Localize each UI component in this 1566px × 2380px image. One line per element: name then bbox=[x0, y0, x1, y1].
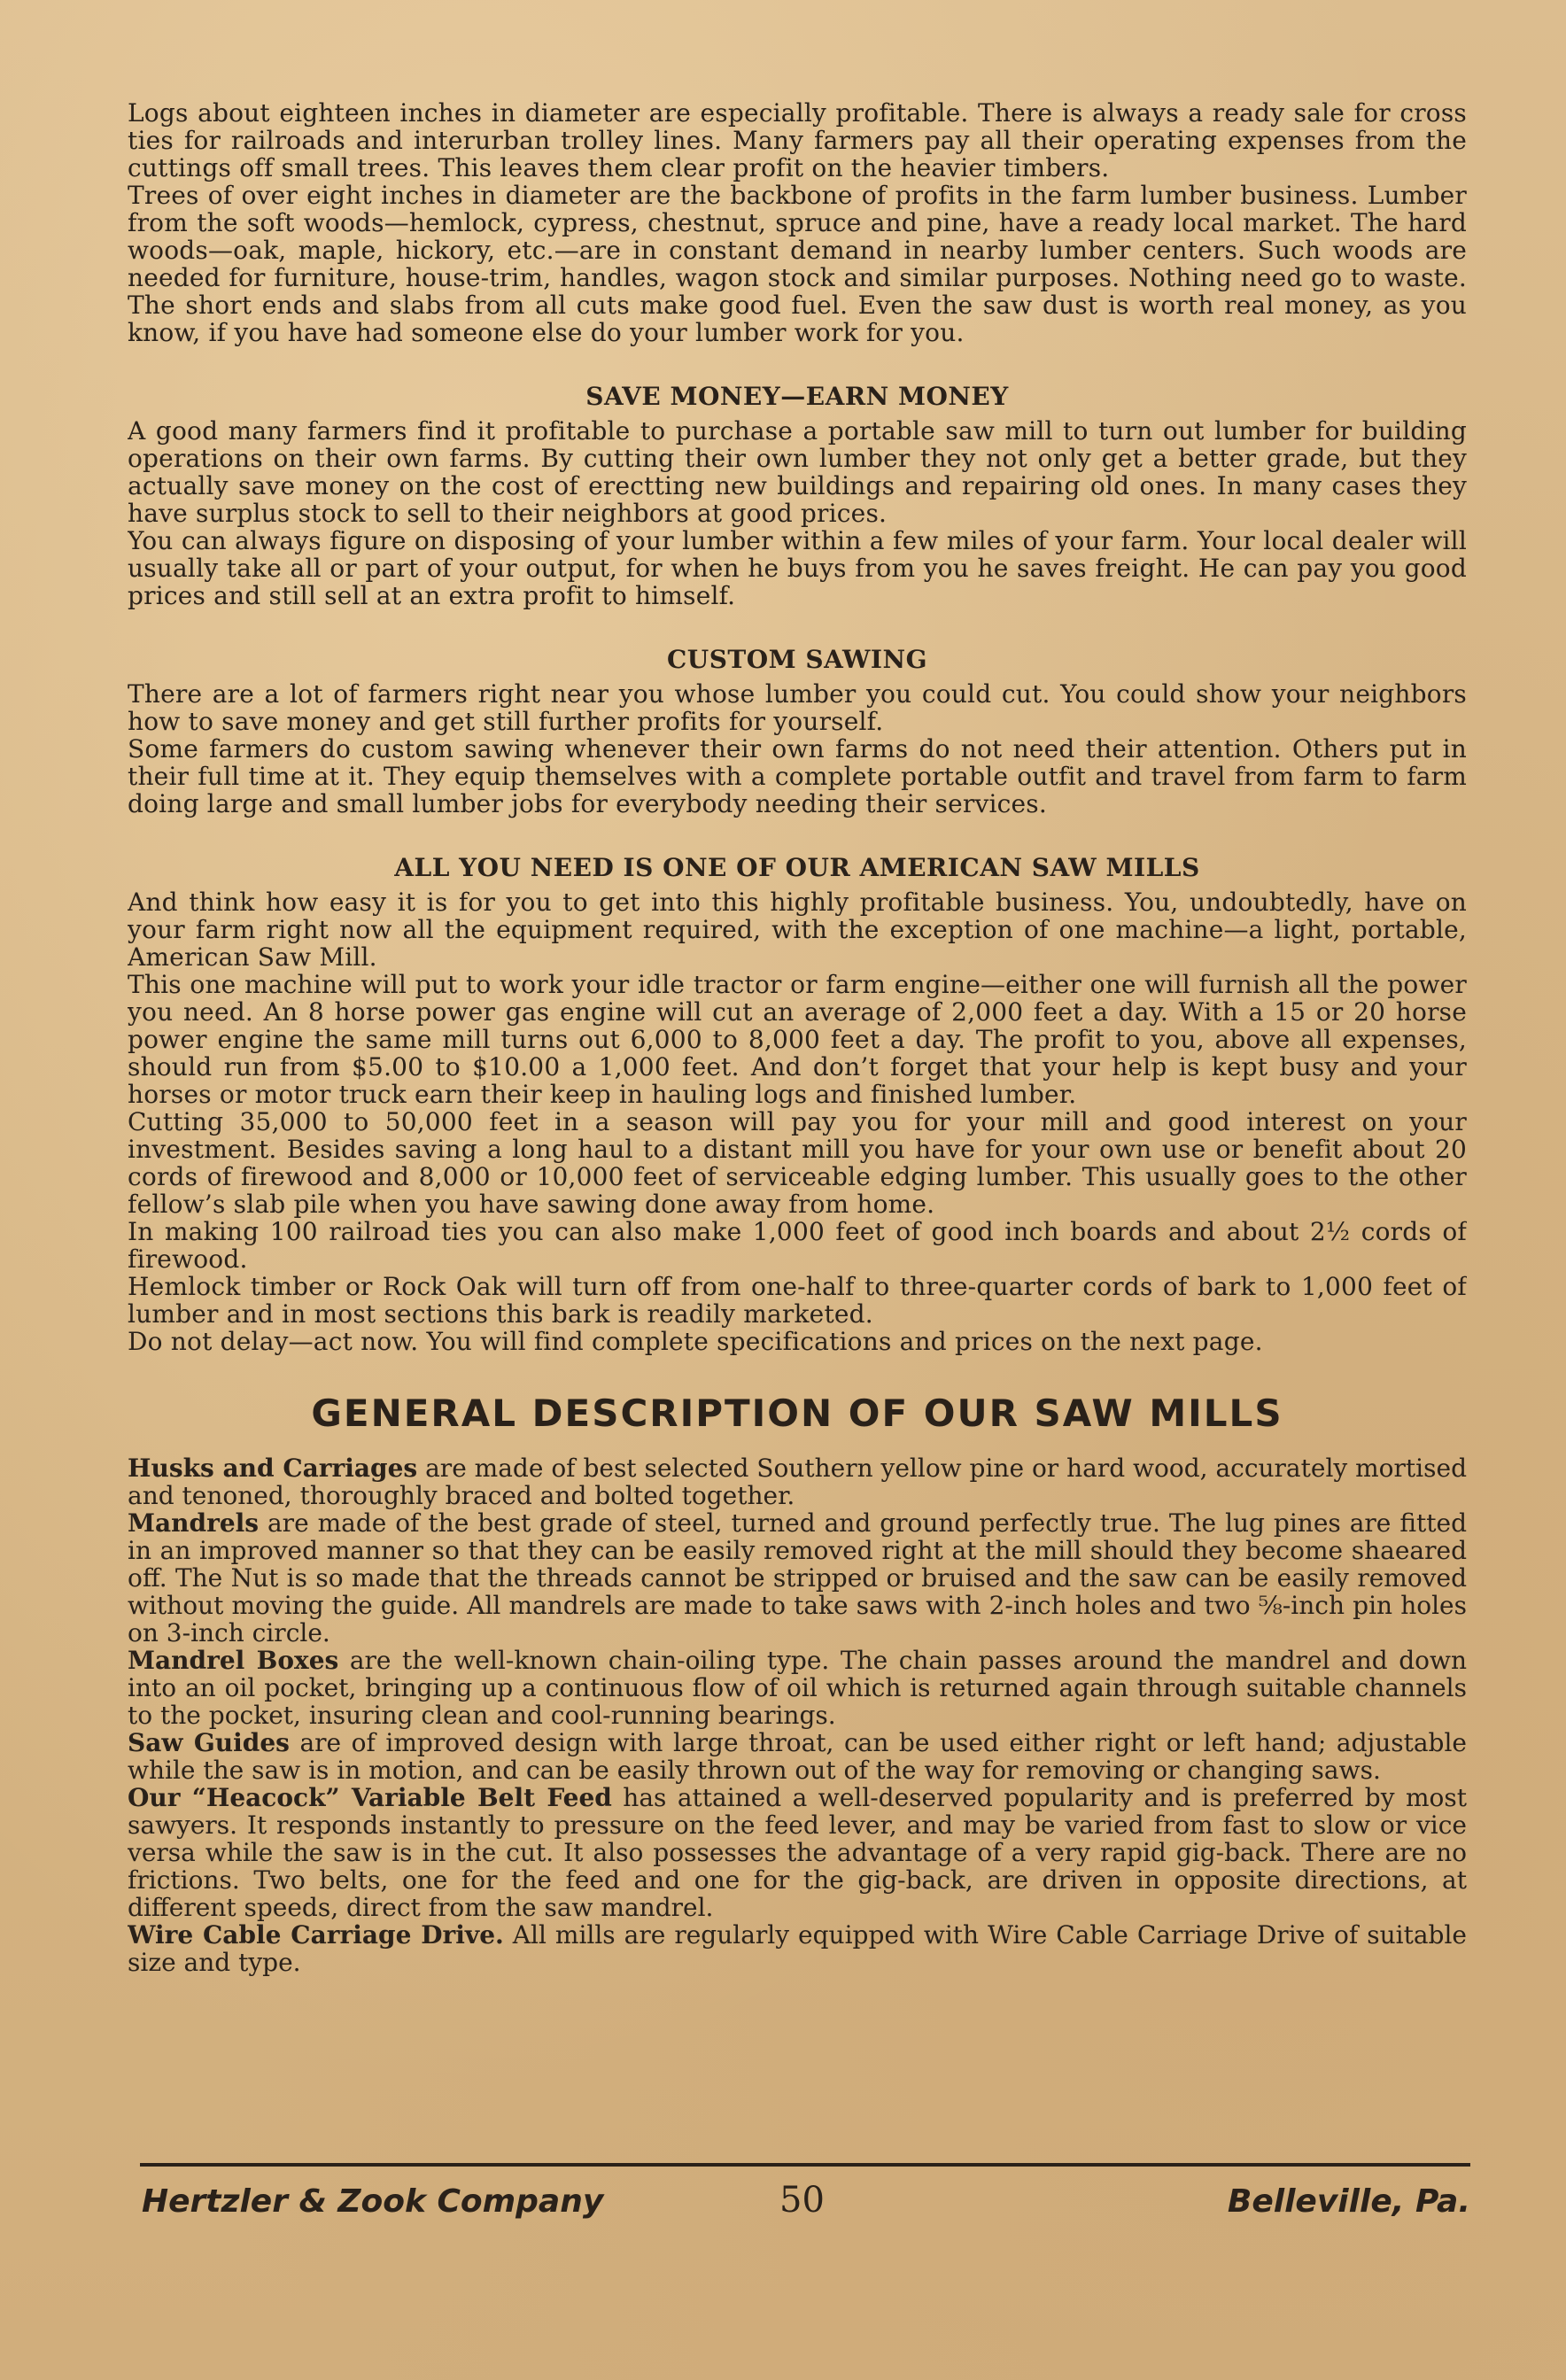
description-item bbox=[128, 1647, 1467, 1729]
section-paragraph: Hemlock timber or Rock Oak will turn off from one-half to three-quarter cords of bark to 1,000 feet of lumber and in most sections this bark is readily marketed. bbox=[128, 1272, 1467, 1329]
intro-text bbox=[128, 99, 1467, 346]
description-item bbox=[128, 1784, 1467, 1921]
section-paragraph: There are a lot of farmers right near you whose lumber you could cut. You could show your neighbors how to save money and get still further profits for yourself. bbox=[128, 679, 1467, 736]
footer-company: Hertzler & Zook Company bbox=[142, 2183, 604, 2220]
description-item bbox=[128, 1729, 1467, 1784]
description-item bbox=[128, 1454, 1467, 1509]
section-american-saw-mills bbox=[128, 853, 1467, 1355]
general-description-heading: GENERAL DESCRIPTION OF OUR SAW MILLS bbox=[311, 1392, 1283, 1435]
description-item bbox=[128, 1921, 1467, 1976]
section-paragraph: Some farmers do custom sawing whenever their own farms do not need their attention. Others put in their full time at it. They equip themselves with a complete portable outfit and travel from farm to farm doing large and small lumber jobs for everybody needing their services. bbox=[128, 734, 1467, 818]
description-text: are made of the best grade of steel, turned and ground perfectly true. The lug pines are fitted in an improved manner so that they can be easily removed right at the mill should they become shaeared off. The Nut is so made that the threads cannot be stripped or bruised and the saw can be easily removed without moving the guide. All mandrels are made to take saws with 2-inch holes and two ⅝-inch pin holes on 3-inch circle. bbox=[128, 1508, 1467, 1647]
section-paragraph: Cutting 35,000 to 50,000 feet in a season will pay you for your mill and good interest on your investment. Besides saving a long haul to a distant mill you have for your own use or benefit about 20 cords of firewood and 8,000 or 10,000 feet of serviceable edging lumber. This usually goes to the other fellow’s slab pile when you have sawing done away from home. bbox=[128, 1107, 1467, 1219]
description-text: are of improved design with large throat, can be used either right or left hand; adjustable while the saw is in motion, and can be easily thrown out of the way for removing or changing saws. bbox=[128, 1728, 1467, 1785]
description-text: All mills are regularly equipped with Wire Cable Carriage Drive of suitable size and type. bbox=[128, 1920, 1467, 1977]
intro-paragraph: Trees of over eight inches in diameter are the backbone of profits in the farm lumber business. Lumber from the soft woods—hemlock, cypress, chestnut, spruce and pine, have a ready local market. The hard woods—oak, maple, hickory, etc.—are in constant demand in nearby lumber centers. Such woods are needed for furniture, house-trim, handles, wagon stock and similar purposes. Nothing need go to waste. The short ends and slabs from all cuts make good fuel. Even the saw dust is worth real money, as you know, if you have had someone else do your lumber work for you. bbox=[128, 181, 1467, 347]
description-term: Mandrels bbox=[128, 1508, 260, 1538]
description-text: has attained a well-deserved popularity and is preferred by most sawyers. It responds instantly to pressure on the feed lever, and may be varied from fast to slow or vice versa while the saw is in the cut. It also possesses the advantage of a very rapid gig-back. There are no frictions. Two belts, one for the feed and one for the gig-back, are driven in opposite directions, at different speeds, direct from the saw mandrel. bbox=[128, 1783, 1467, 1922]
section-heading: ALL YOU NEED IS ONE OF OUR AMERICAN SAW MILLS bbox=[394, 853, 1200, 882]
description-term: Mandrel Boxes bbox=[128, 1646, 339, 1675]
page-number: 50 bbox=[779, 2180, 825, 2221]
section-paragraph: You can always figure on disposing of your lumber within a few miles of your farm. Your local dealer will usually take all or part of your output, for when he buys from you he saves freight. He can pay you good prices and still sell at an extra profit to himself. bbox=[128, 526, 1467, 610]
section-paragraph: And think how easy it is for you to get into this highly profitable business. You, undoubtedly, have on your farm right now all the equipment required, with the exception of one machine—a light, portable, American Saw Mill. bbox=[128, 888, 1467, 972]
description-text: are the well-known chain-oiling type. The chain passes around the mandrel and down into an oil pocket, bringing up a continuous flow of oil which is returned again through suitable channels to the pocket, insuring clean and cool-running bearings. bbox=[128, 1646, 1467, 1730]
section-heading: SAVE MONEY—EARN MONEY bbox=[585, 382, 1009, 411]
section-paragraph: This one machine will put to work your idle tractor or farm engine—either one will furnish all the power you need. An 8 horse power gas engine will cut an average of 2,000 feet a day. With a 15 or 20 horse power engine the same mill turns out 6,000 to 8,000 feet a day. The profit to you, above all expenses, should run from $5.00 to $10.00 a 1,000 feet. And don’t forget that your help is kept busy and your horses or motor truck earn their keep in hauling logs and finished lumber. bbox=[128, 970, 1467, 1109]
general-description bbox=[128, 1391, 1467, 1976]
section-save-money bbox=[128, 382, 1467, 609]
section-paragraph: A good many farmers find it profitable to purchase a portable saw mill to turn out lumber for building operations on their own farms. By cutting their own lumber they not only get a better grade, but they actually save money on the cost of erectting new buildings and repairing old ones. In many cases they have surplus stock to sell to their neighbors at good prices. bbox=[128, 416, 1467, 528]
footer-location: Belleville, Pa. bbox=[1227, 2183, 1470, 2220]
description-term: Saw Guides bbox=[128, 1728, 290, 1757]
section-paragraph: Do not delay—act now. You will find complete specifications and prices on the next page. bbox=[128, 1327, 1263, 1356]
description-item bbox=[128, 1509, 1467, 1647]
section-custom-sawing bbox=[128, 645, 1467, 818]
description-term: Wire Cable Carriage Drive. bbox=[128, 1920, 504, 1950]
page-footer bbox=[142, 2180, 1470, 2237]
intro-paragraph: Logs about eighteen inches in diameter are especially profitable. There is always a ready sale for cross ties for railroads and interurban trolley lines. Many farmers pay all their operating expenses from the cuttings off small trees. This leaves them clear profit on the heavier timbers. bbox=[128, 99, 1467, 182]
section-paragraph: In making 100 railroad ties you can also make 1,000 feet of good inch boards and about 2½ cords of firewood. bbox=[128, 1217, 1467, 1274]
description-term: Our “Heacock” Variable Belt Feed bbox=[128, 1783, 612, 1812]
description-text: are made of best selected Southern yellow pine or hard wood, accurately mortised and tenoned, thoroughly braced and bolted together. bbox=[128, 1454, 1467, 1510]
page-content bbox=[128, 99, 1467, 2154]
section-heading: CUSTOM SAWING bbox=[667, 645, 927, 674]
footer-divider bbox=[140, 2163, 1470, 2167]
description-term: Husks and Carriages bbox=[128, 1454, 418, 1483]
